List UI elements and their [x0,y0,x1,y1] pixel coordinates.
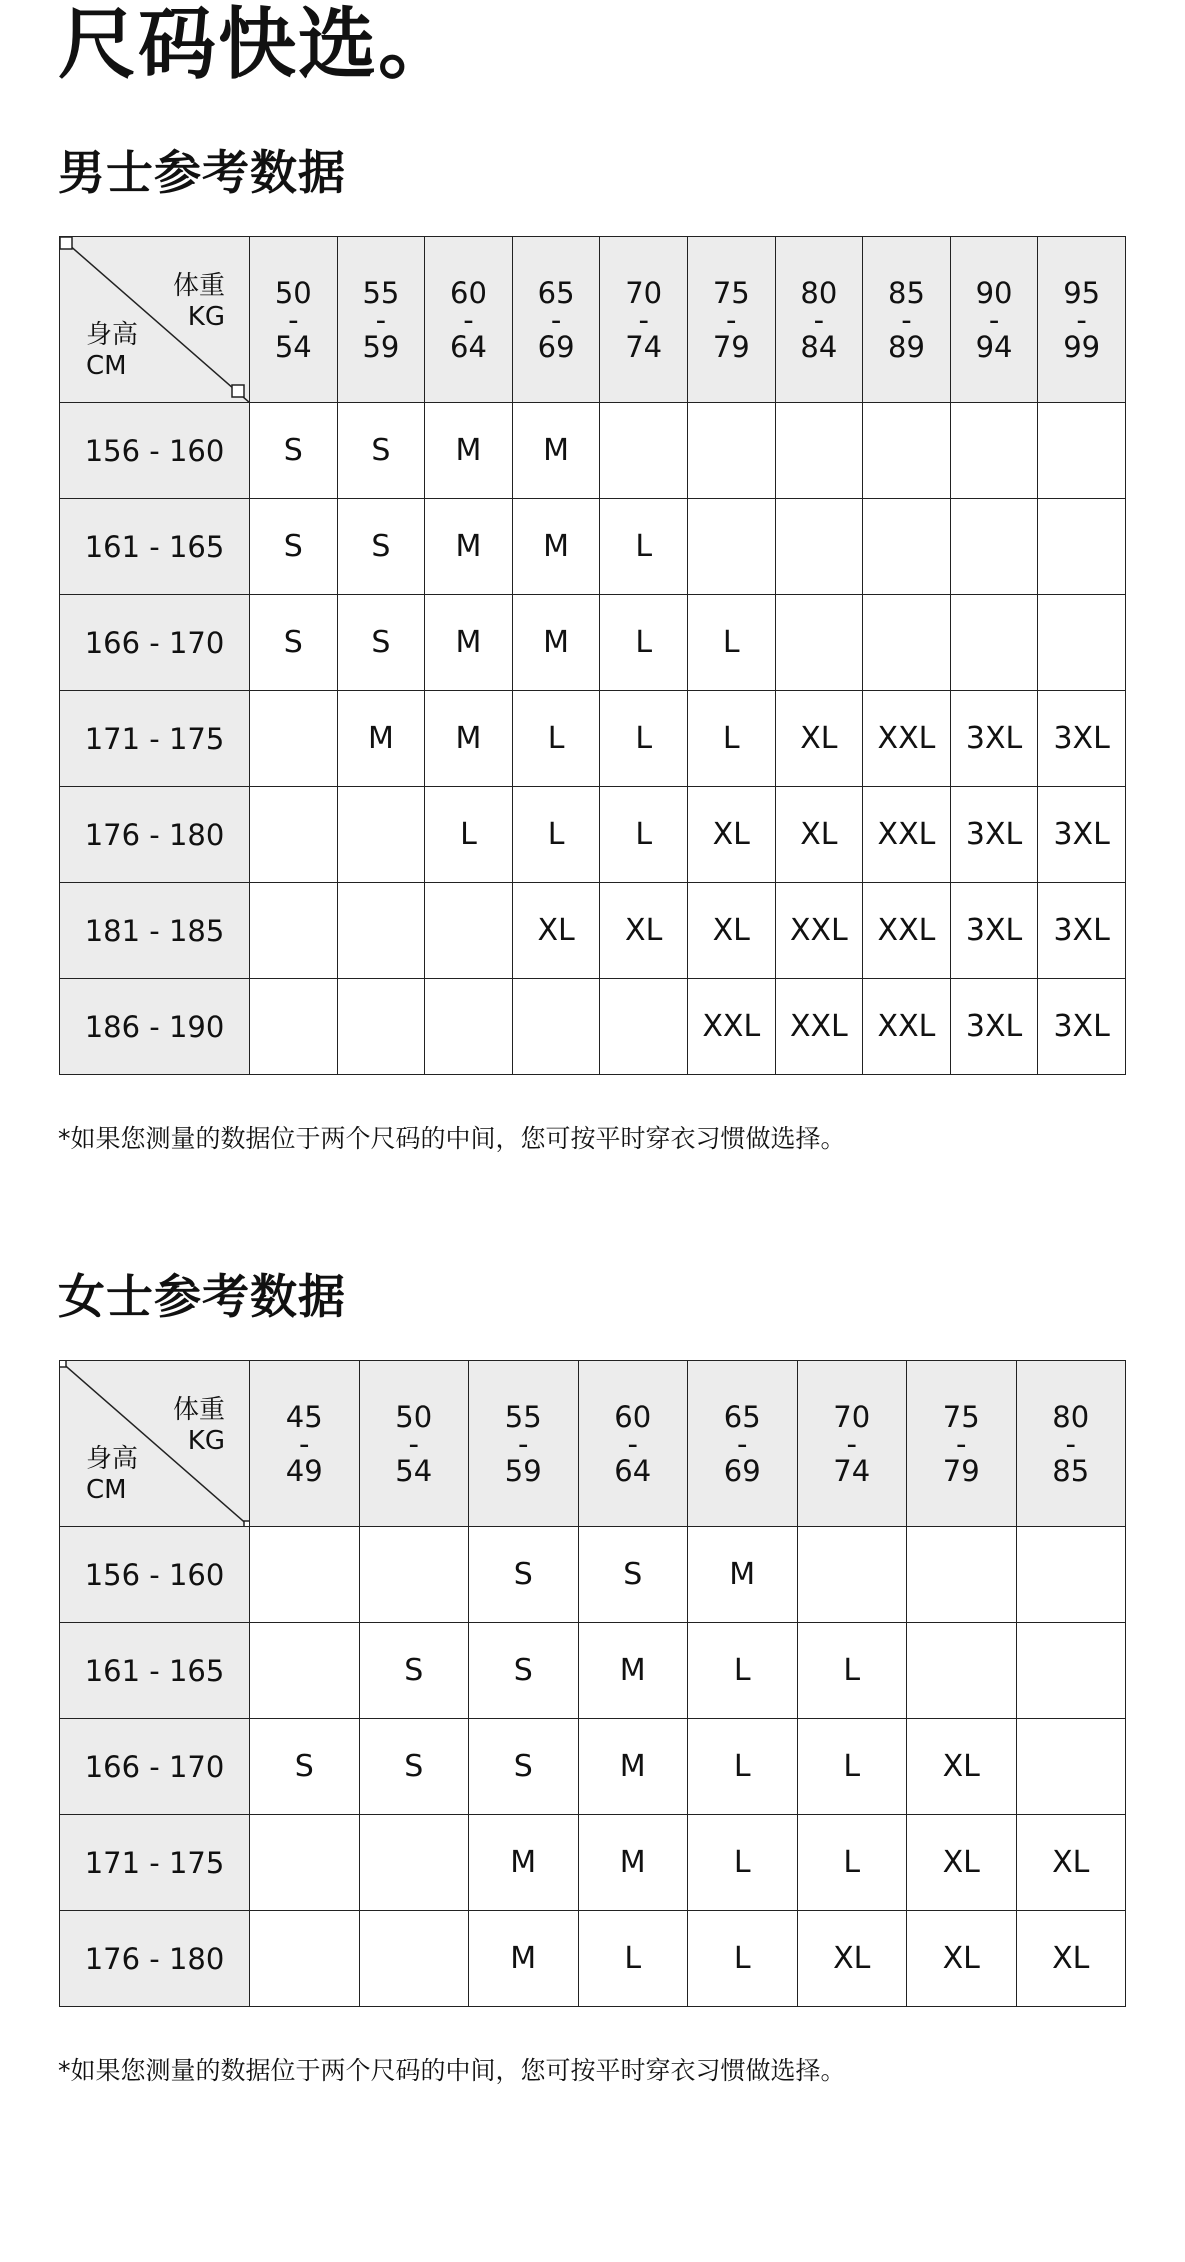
women-header-row [60,1361,1126,1527]
weight-range-hi: 94 [975,329,1013,364]
weight-range-hi: 74 [625,329,663,364]
size-cell: XL [907,1719,1017,1815]
weight-column-header [863,237,951,403]
size-cell [337,979,425,1075]
size-cell: S [250,595,338,691]
height-label-text: 身高 [86,1444,139,1474]
size-cell: L [688,1623,798,1719]
size-cell [1016,1719,1126,1815]
size-cell: XL [512,883,600,979]
size-cell: L [688,1911,798,2007]
size-cell: 3XL [1038,691,1126,787]
size-cell [950,499,1038,595]
size-cell [797,1527,907,1623]
weight-range-sep: - [638,302,649,337]
height-range-label: 161 - 165 [60,1623,250,1719]
size-cell: S [578,1527,688,1623]
weight-range-lo: 65 [537,275,575,310]
weight-range-sep: - [956,1426,967,1461]
weight-range-lo: 60 [450,275,487,310]
size-cell [359,1527,469,1623]
weight-range-lo: 75 [712,275,750,310]
weight-range-sep: - [813,302,825,337]
height-range-label: 186 - 190 [60,979,250,1075]
women-weight-label [173,1395,225,1457]
size-cell: XXL [863,787,951,883]
weight-range-hi: 79 [712,329,750,364]
weight-column-header [907,1361,1017,1527]
weight-range-sep: - [288,302,299,337]
weight-range-lo: 45 [285,1399,323,1434]
weight-column-header [950,237,1038,403]
weight-range-lo: 70 [833,1399,871,1434]
size-cell [775,499,863,595]
weight-range-hi: 69 [723,1453,761,1488]
height-label-text: 身高 [86,320,139,350]
size-cell [1038,595,1126,691]
men-height-label [86,320,138,382]
height-range-label: 181 - 185 [60,883,250,979]
weight-range-hi: 64 [450,329,487,364]
weight-range-hi: 99 [1063,329,1101,364]
size-cell [250,1623,360,1719]
page-title: 尺码快选。 [58,0,459,90]
weight-column-header [250,237,338,403]
weight-range-hi: 79 [942,1453,980,1488]
size-cell: XL [1016,1911,1126,2007]
weight-range-sep: - [1076,302,1087,337]
size-cell: 3XL [1038,787,1126,883]
weight-range-sep: - [518,1426,529,1461]
size-cell [863,403,951,499]
weight-range-lo: 95 [1063,275,1101,310]
weight-range-lo: 50 [274,275,312,310]
weight-range-sep: - [463,302,474,337]
size-cell: XXL [775,883,863,979]
size-cell: XXL [687,979,775,1075]
weight-range-sep: - [846,1426,857,1461]
weight-range-hi: 85 [1052,1453,1090,1488]
size-cell: L [688,1719,798,1815]
size-cell: M [578,1815,688,1911]
weight-range-lo: 50 [395,1399,433,1434]
size-cell: 3XL [1038,883,1126,979]
size-cell: L [688,1815,798,1911]
weight-range-hi: 59 [504,1453,542,1488]
table-row [60,1911,1126,2007]
size-cell [863,499,951,595]
men-size-note: *如果您测量的数据位于两个尺码的中间，您可按平时穿衣习惯做选择。 [58,1124,846,1153]
size-cell: XL [687,787,775,883]
height-range-label: 166 - 170 [60,1719,250,1815]
men-corner-cell [60,237,250,403]
size-cell: XL [600,883,688,979]
table-row [60,883,1126,979]
size-cell: XXL [863,979,951,1075]
weight-range-sep: - [1065,1426,1076,1461]
size-cell [1016,1527,1126,1623]
size-cell: L [797,1815,907,1911]
size-cell: 3XL [1038,979,1126,1075]
size-cell: M [578,1719,688,1815]
size-cell: XXL [775,979,863,1075]
weight-column-header [1016,1361,1126,1527]
size-cell [337,787,425,883]
weight-column-header [1038,237,1126,403]
weight-range-hi: 89 [888,329,925,364]
size-cell: M [512,499,600,595]
size-cell: S [337,403,425,499]
table-row [60,691,1126,787]
height-range-label: 166 - 170 [60,595,250,691]
height-range-label: 171 - 175 [60,1815,250,1911]
size-cell: M [425,691,513,787]
women-size-note: *如果您测量的数据位于两个尺码的中间，您可按平时穿衣习惯做选择。 [58,2056,846,2085]
size-cell: L [797,1719,907,1815]
size-cell: 3XL [950,883,1038,979]
size-cell [687,499,775,595]
size-cell: M [425,403,513,499]
size-cell [250,1527,360,1623]
size-cell: L [512,787,600,883]
size-cell: M [688,1527,798,1623]
weight-unit-text: KG [187,1426,225,1456]
weight-range-hi: 69 [537,329,575,364]
weight-column-header [797,1361,907,1527]
weight-range-lo: 85 [888,275,925,310]
size-cell: XL [775,691,863,787]
weight-range-hi: 64 [614,1453,652,1488]
size-cell: M [469,1911,579,2007]
size-cell: M [512,595,600,691]
size-cell: L [687,691,775,787]
size-cell [775,595,863,691]
size-cell: XXL [863,883,951,979]
size-cell: L [600,787,688,883]
weight-column-header [469,1361,579,1527]
size-cell [950,595,1038,691]
size-cell [250,1815,360,1911]
weight-column-header [359,1361,469,1527]
weight-range-lo: 80 [800,275,838,310]
size-cell: S [469,1623,579,1719]
weight-range-sep: - [988,302,1000,337]
size-cell: XL [907,1911,1017,2007]
weight-range-hi: 54 [274,329,312,364]
size-cell: M [512,403,600,499]
size-cell: 3XL [950,787,1038,883]
table-row [60,403,1126,499]
height-range-label: 156 - 160 [60,1527,250,1623]
weight-range-lo: 80 [1052,1399,1090,1434]
size-cell: 3XL [950,979,1038,1075]
table-row [60,1719,1126,1815]
size-cell: S [359,1719,469,1815]
weight-range-lo: 65 [723,1399,761,1434]
table-row [60,1815,1126,1911]
table-row [60,1527,1126,1623]
weight-column-header [578,1361,688,1527]
women-corner-cell [60,1361,250,1527]
size-cell: L [687,595,775,691]
size-cell: M [425,595,513,691]
height-range-label: 176 - 180 [60,1911,250,2007]
size-cell [1038,403,1126,499]
size-cell [907,1527,1017,1623]
weight-range-lo: 60 [614,1399,652,1434]
size-cell [1016,1623,1126,1719]
weight-column-header [337,237,425,403]
weight-column-header [512,237,600,403]
size-cell: L [600,691,688,787]
table-row [60,979,1126,1075]
size-cell [359,1815,469,1911]
size-cell: XXL [863,691,951,787]
size-cell: L [425,787,513,883]
weight-range-lo: 70 [625,275,663,310]
size-cell [863,595,951,691]
size-cell: M [425,499,513,595]
size-cell: L [512,691,600,787]
weight-range-sep: - [408,1426,419,1461]
weight-range-lo: 90 [975,275,1013,310]
weight-range-sep: - [627,1426,638,1461]
size-cell [775,403,863,499]
weight-range-lo: 75 [942,1399,980,1434]
weight-column-header [775,237,863,403]
size-cell: S [250,403,338,499]
height-unit-text: CM [86,1475,127,1505]
size-cell [359,1911,469,2007]
weight-column-header [425,237,513,403]
size-cell: L [600,499,688,595]
size-cell [250,787,338,883]
size-cell: S [337,499,425,595]
size-cell [425,979,513,1075]
weight-column-header [600,237,688,403]
men-section-title: 男士参考数据 [58,146,346,201]
weight-range-hi: 84 [800,329,838,364]
size-cell: M [578,1623,688,1719]
weight-column-header [250,1361,360,1527]
weight-range-hi: 54 [395,1453,433,1488]
size-cell: S [250,499,338,595]
men-weight-label [173,271,225,333]
weight-range-sep: - [901,302,912,337]
weight-range-sep: - [550,302,562,337]
size-cell: L [600,595,688,691]
weight-range-sep: - [299,1426,310,1461]
size-cell [425,883,513,979]
weight-range-hi: 49 [285,1453,323,1488]
weight-range-sep: - [375,302,387,337]
men-size-table [59,236,1126,1075]
weight-range-lo: 55 [504,1399,542,1434]
size-cell [600,979,688,1075]
women-size-table [59,1360,1126,2007]
women-height-label [86,1444,138,1506]
weight-range-hi: 74 [833,1453,871,1488]
size-cell: XL [687,883,775,979]
size-cell [907,1623,1017,1719]
size-cell: S [337,595,425,691]
size-cell [512,979,600,1075]
size-cell: XL [907,1815,1017,1911]
table-row [60,499,1126,595]
size-cell [1038,499,1126,595]
size-cell: 3XL [950,691,1038,787]
height-range-label: 161 - 165 [60,499,250,595]
size-cell: M [337,691,425,787]
weight-unit-text: KG [187,302,225,332]
size-cell [950,403,1038,499]
size-cell [250,691,338,787]
table-row [60,1623,1126,1719]
size-cell [250,979,338,1075]
height-range-label: 171 - 175 [60,691,250,787]
size-cell [337,883,425,979]
size-cell: L [797,1623,907,1719]
weight-range-lo: 55 [362,275,400,310]
size-cell: L [578,1911,688,2007]
size-cell: XL [1016,1815,1126,1911]
weight-label-text: 体重 [172,1395,225,1425]
weight-column-header [688,1361,798,1527]
size-cell [600,403,688,499]
size-cell: S [469,1719,579,1815]
size-cell [250,883,338,979]
size-cell: XL [775,787,863,883]
weight-range-sep: - [726,302,737,337]
table-row [60,787,1126,883]
size-cell: S [359,1623,469,1719]
size-cell: S [250,1719,360,1815]
weight-range-hi: 59 [362,329,400,364]
size-cell: XL [797,1911,907,2007]
table-row [60,595,1126,691]
height-range-label: 176 - 180 [60,787,250,883]
weight-range-sep: - [737,1426,748,1461]
weight-column-header [687,237,775,403]
size-cell: M [469,1815,579,1911]
size-cell [250,1911,360,2007]
height-unit-text: CM [86,351,127,381]
women-section-title: 女士参考数据 [58,1270,346,1325]
size-cell: S [469,1527,579,1623]
size-cell [687,403,775,499]
weight-label-text: 体重 [172,271,225,301]
men-header-row [60,237,1126,403]
height-range-label: 156 - 160 [60,403,250,499]
